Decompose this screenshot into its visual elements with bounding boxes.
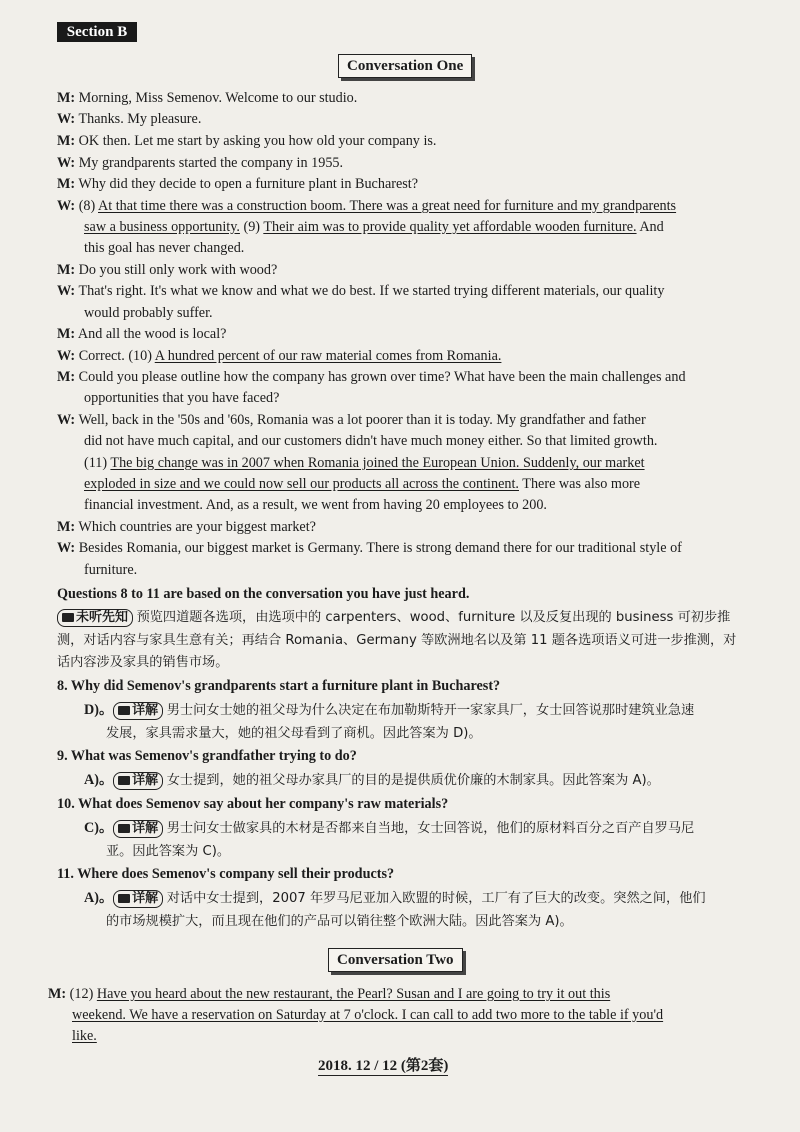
dialogue-line: M: And all the wood is local?: [57, 326, 227, 342]
conversation-one-title: Conversation One: [338, 54, 472, 78]
conversation-two-title: Conversation Two: [328, 948, 463, 972]
dialogue-line: furniture.: [84, 562, 138, 578]
dialogue-line: financial investment. And, as a result, we went from having 20 employees to 200.: [84, 497, 547, 513]
dialogue-line: exploded in size and we could now sell our products all across the continent. There was also more: [84, 476, 641, 492]
dialogue-line: this goal has never changed.: [84, 240, 245, 256]
folder-icon: [118, 824, 130, 833]
dialogue-line: did not have much capital, and our customers didn't have much money either. So that limited growth.: [84, 433, 658, 449]
answer-8-cont: 发展，家具需求量大，她的祖父母看到了商机。因此答案为 D)。: [106, 726, 482, 741]
preview-line: 话内容涉及家具的销售市场。: [57, 655, 229, 670]
question-8: 8. Why did Semenov's grandparents start a furniture plant in Bucharest?: [57, 678, 501, 694]
preview-line: 测，对话内容与家具生意有关；再结合 Romania、Germany 等欧洲地名以及第 11 题各选项语义可进一步推测，对: [57, 633, 737, 648]
dialogue-line: W: (8) At that time there was a construction boom. There was a great need for furniture and my grandparents: [57, 198, 677, 214]
dialogue-line: W: That's right. It's what we know and what we do best. If we started trying different materials, our quality: [57, 283, 665, 299]
dialogue-line: M: Could you please outline how the company has grown over time? What have been the main challenges and: [57, 369, 686, 385]
question-11: 11. Where does Semenov's company sell their products?: [57, 866, 395, 882]
preview-tag: 未听先知: [57, 609, 133, 627]
answer-11-cont: 的市场规模扩大，而且现在他们的产品可以销往整个欧洲大陆。因此答案为 A)。: [106, 914, 573, 929]
dialogue-line: W: Well, back in the '50s and '60s, Romania was a lot poorer than it is today. My grandfather and father: [57, 412, 646, 428]
dialogue-line: M: Morning, Miss Semenov. Welcome to our studio.: [57, 90, 358, 106]
dialogue-line: weekend. We have a reservation on Saturday at 7 o'clock. I can call to add two more to the table if you'd: [72, 1007, 664, 1023]
explain-tag: 详解: [113, 890, 163, 908]
explain-tag: 详解: [113, 702, 163, 720]
folder-icon: [118, 776, 130, 785]
dialogue-line: saw a business opportunity. (9) Their aim was to provide quality yet affordable wooden furniture. And: [84, 219, 664, 235]
question-10: 10. What does Semenov say about her company's raw materials?: [57, 796, 449, 812]
dialogue-line: W: Correct. (10) A hundred percent of our raw material comes from Romania.: [57, 348, 502, 364]
questions-intro: Questions 8 to 11 are based on the conversation you have just heard.: [57, 586, 470, 602]
folder-icon: [62, 613, 74, 622]
dialogue-line: W: My grandparents started the company in 1955.: [57, 155, 344, 171]
answer-10-cont: 亚。因此答案为 C)。: [106, 844, 231, 859]
dialogue-line: like.: [72, 1028, 97, 1044]
dialogue-line: M: OK then. Let me start by asking you how old your company is.: [57, 133, 437, 149]
page-footer: 2018. 12 / 12 (第2套): [318, 1054, 448, 1076]
dialogue-line: W: Thanks. My pleasure.: [57, 111, 202, 127]
answer-11: A)。 详解 对话中女士提到，2007 年罗马尼亚加入欧盟的时候，工厂有了巨大的改变。突然之间，他们: [84, 890, 706, 906]
dialogue-line: would probably suffer.: [84, 305, 213, 321]
dialogue-line: (11) The big change was in 2007 when Romania joined the European Union. Suddenly, our market: [84, 455, 645, 471]
dialogue-line: W: Besides Romania, our biggest market is Germany. There is strong demand there for our traditional style of: [57, 540, 682, 556]
answer-8: D)。 详解 男士问女士她的祖父母为什么决定在布加勒斯特开一家家具厂，女士回答说那时建筑业急速: [84, 702, 695, 718]
dialogue-line: opportunities that you have faced?: [84, 390, 280, 406]
dialogue-line: M: Which countries are your biggest market?: [57, 519, 316, 535]
dialogue-line: M: Do you still only work with wood?: [57, 262, 278, 278]
folder-icon: [118, 706, 130, 715]
folder-icon: [118, 894, 130, 903]
preview-line: 未听先知 预览四道题各选项，由选项中的 carpenters、wood、furniture 以及反复出现的 business 可初步推: [57, 607, 730, 628]
dialogue-line: M: (12) Have you heard about the new restaurant, the Pearl? Susan and I are going to try it out this: [48, 986, 611, 1002]
section-label: Section B: [57, 22, 137, 42]
dialogue-line: M: Why did they decide to open a furniture plant in Bucharest?: [57, 176, 419, 192]
explain-tag: 详解: [113, 820, 163, 838]
question-9: 9. What was Semenov's grandfather trying to do?: [57, 748, 357, 764]
explain-tag: 详解: [113, 772, 163, 790]
answer-10: C)。 详解 男士问女士做家具的木材是否都来自当地，女士回答说，他们的原材料百分之百产自罗马尼: [84, 820, 695, 836]
answer-9: A)。 详解 女士提到，她的祖父母办家具厂的目的是提供质优价廉的木制家具。因此答案为 A)。: [84, 772, 660, 788]
